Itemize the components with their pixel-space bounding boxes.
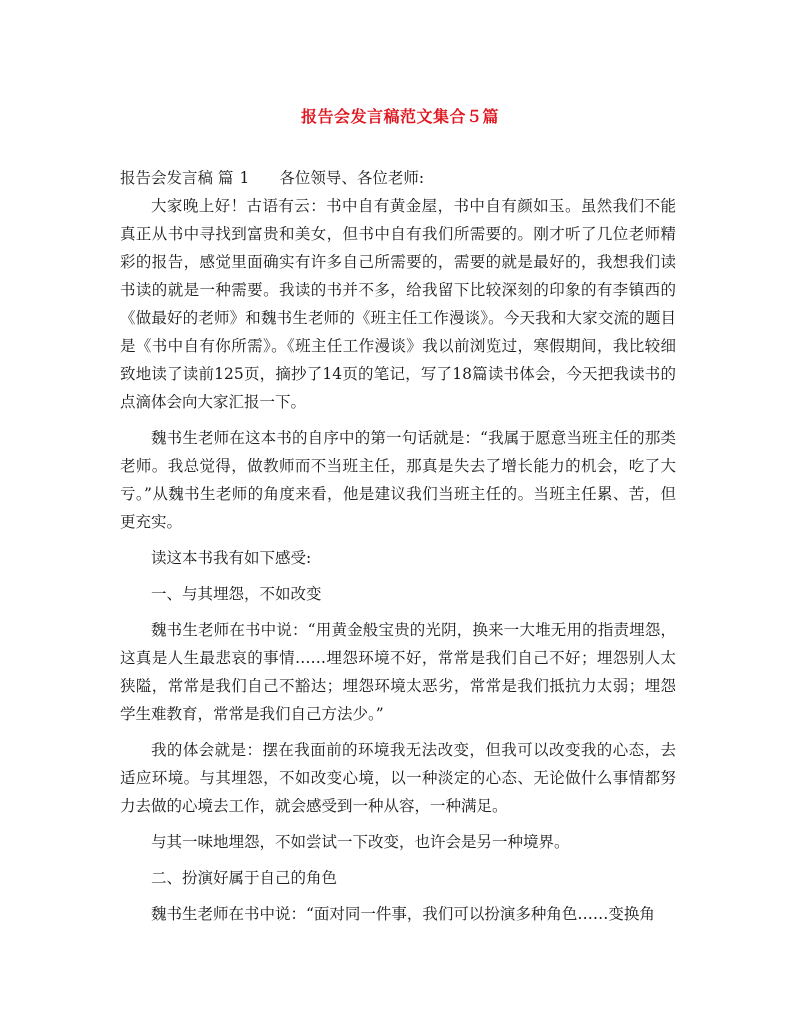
paragraph-3: 读这本书我有如下感受: xyxy=(151,549,312,567)
subheading-1: 一、与其埋怨，不如改变 xyxy=(151,585,322,603)
document-title: 报告会发言稿范文集合５篇 xyxy=(300,107,499,126)
salutation: 各位领导、各位老师: xyxy=(279,169,425,187)
paragraph-5: 我的体会就是：摆在我面前的环境我无法改变，但我可以改变我的心态，去适应环境。与其埋怨，不如改变心境，以一种淡定的心态、无论做什么事情都努力去做的心境去工作，就会感受到一种从容，一种满足。 xyxy=(120,741,676,815)
section-number: 1 xyxy=(239,169,250,187)
paragraph-6: 与其一味地埋怨，不如尝试一下改变，也许会是另一种境界。 xyxy=(151,833,570,851)
paragraph-2: 魏书生老师在这本书的自序中的第一句话就是：“我属于愿意当班主任的那类老师。我总觉得，做教师而不当班主任，那真是失去了增长能力的机会，吃了大亏。”从魏书生老师的角度来看，他是建议我们当班主任的。当班主任累、苦，但更充实。 xyxy=(120,429,676,531)
section-heading-line xyxy=(120,164,676,192)
paragraph-4: 魏书生老师在书中说：“用黄金般宝贵的光阴，换来一大堆无用的指责埋怨，这真是人生最悲哀的事情……埋怨环境不好，常常是我们自己不好；埋怨别人太狭隘，常常是我们自己不豁达；埋怨环境太恶劣，常常是我们抵抗力太弱；埋怨学生难教育，常常是我们自己方法少。” xyxy=(120,621,676,723)
document-body xyxy=(120,164,676,928)
paragraph-1: 大家晚上好！古语有云：书中自有黄金屋，书中自有颜如玉。虽然我们不能真正从书中寻找到富贵和美女，但书中自有我们所需要的。刚才听了几位老师精彩的报告，感觉里面确实有许多自己所需要的，需要的就是最好的，我想我们读书读的就是一种需要。我读的书并不多，给我留下比较深刻的印象的有李镇西的《做最好的老师》和魏书生老师的《班主任工作漫谈》。今天我和大家交流的题目是《书中自有你所需》。《班主任工作漫谈》我以前浏览过，寒假期间，我比较细致地读了读前125页，摘抄了14页的笔记，写了18篇读书体会，今天把我读书的点滴体会向大家汇报一下。 xyxy=(120,197,676,411)
section-label: 报告会发言稿 篇 xyxy=(120,169,234,187)
paragraph-7: 魏书生老师在书中说：“面对同一件事，我们可以扮演多种角色……变换角 xyxy=(151,905,655,923)
subheading-2: 二、扮演好属于自己的角色 xyxy=(151,869,338,887)
